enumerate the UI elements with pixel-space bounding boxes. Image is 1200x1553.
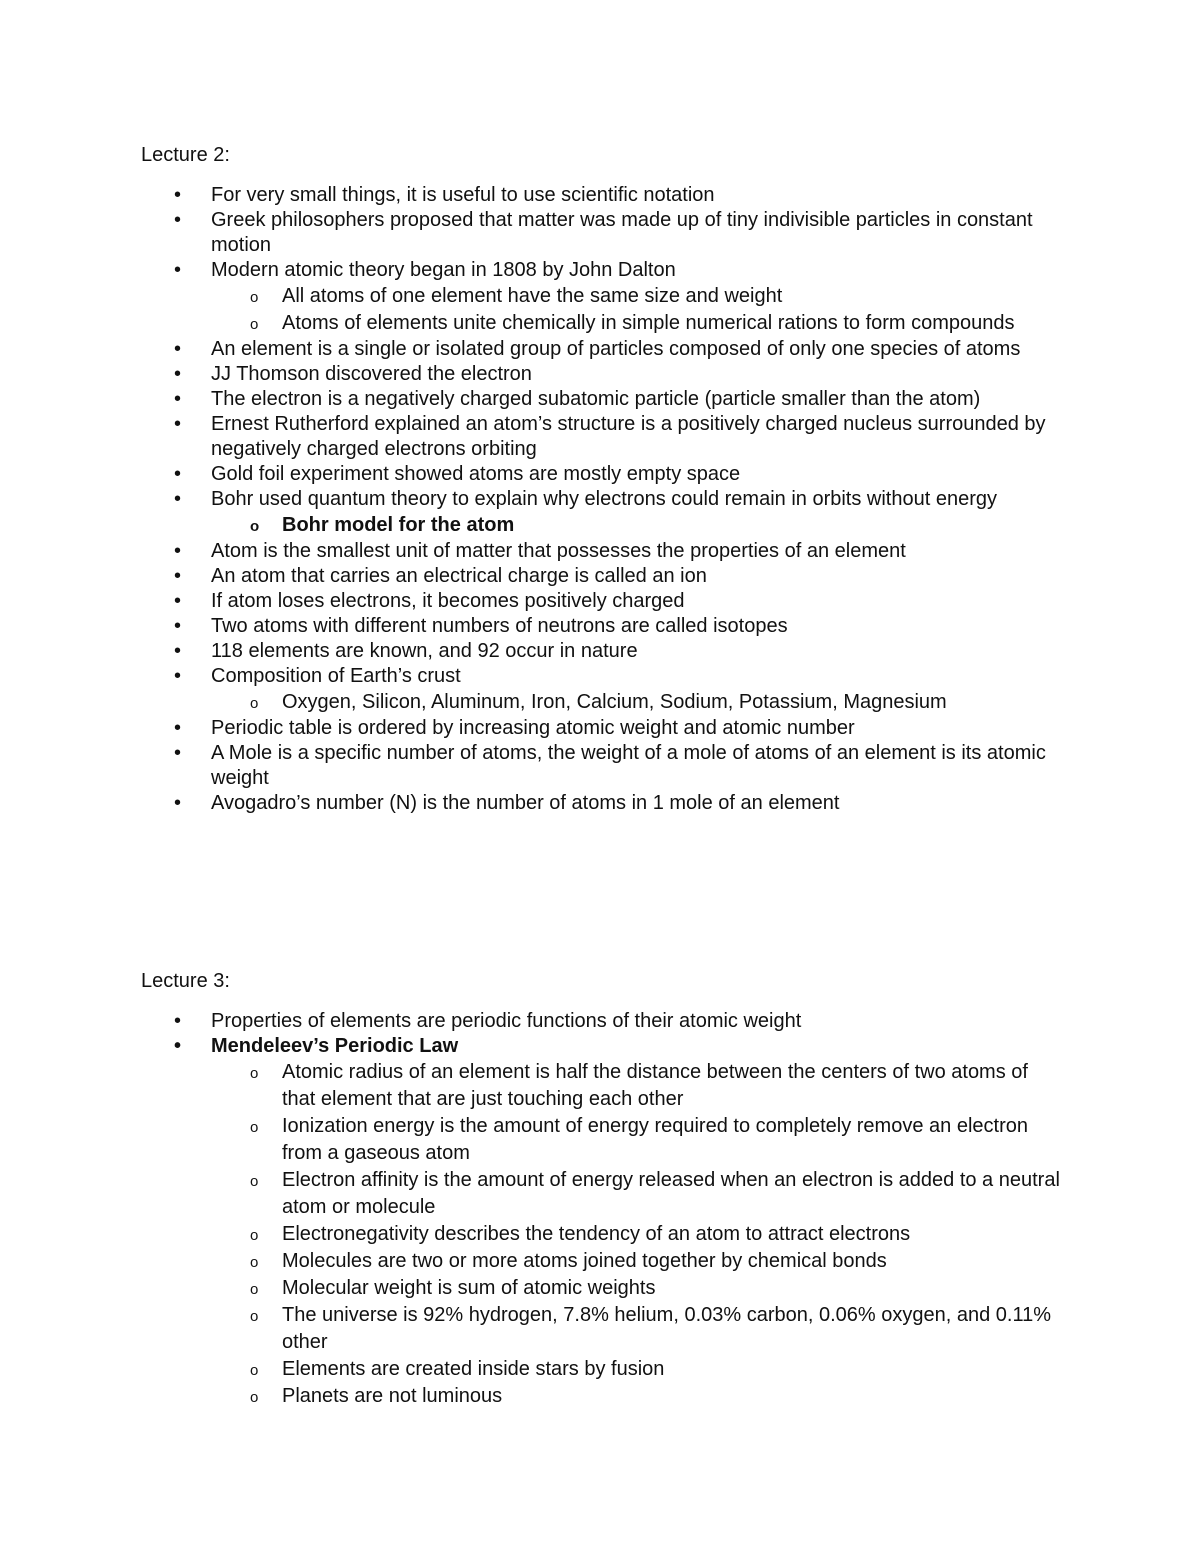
list-item-text: Molecules are two or more atoms joined together by chemical bonds — [282, 1250, 887, 1272]
circle-bullet-icon: o — [250, 289, 259, 306]
lecture-3-heading: Lecture 3: — [141, 970, 230, 992]
list-item — [0, 589, 1061, 614]
list-item-text: Elements are created inside stars by fusion — [282, 1358, 665, 1380]
circle-bullet-icon: o — [250, 1389, 259, 1406]
sub-list-item — [0, 1275, 1062, 1302]
list-item-text: Electron affinity is the amount of energy released when an electron is added to a neutral atom or molecule — [282, 1169, 1060, 1218]
bullet-icon: • — [174, 717, 182, 739]
list-item-text: Gold foil experiment showed atoms are mostly empty space — [211, 463, 741, 485]
bullet-icon: • — [174, 463, 182, 485]
list-item-text: Atomic radius of an element is half the distance between the centers of two atoms of that element that are just touching each other — [282, 1061, 1028, 1110]
sub-list-item — [0, 1221, 1062, 1248]
list-item-text: Ionization energy is the amount of energy required to completely remove an electron from a gaseous atom — [282, 1115, 1028, 1164]
circle-bullet-icon: o — [250, 316, 259, 333]
sub-list-item — [0, 1059, 1062, 1113]
sub-list-item — [0, 1113, 1062, 1167]
list-item — [0, 614, 1061, 639]
list-item — [0, 1009, 1061, 1034]
list-item-text: Molecular weight is sum of atomic weights — [282, 1277, 656, 1299]
list-item-text: Composition of Earth’s crust — [211, 665, 461, 687]
sub-list-item — [0, 1248, 1062, 1275]
sub-list-item — [0, 1167, 1062, 1221]
list-item — [0, 741, 1061, 791]
circle-bullet-icon: o — [250, 1227, 259, 1244]
list-item — [0, 337, 1061, 362]
list-item-text: Greek philosophers proposed that matter was made up of tiny indivisible particles in constant motion — [211, 209, 1033, 256]
list-item — [0, 791, 1061, 816]
lecture-2-heading: Lecture 2: — [141, 144, 230, 166]
list-item — [0, 462, 1061, 487]
bullet-icon: • — [174, 184, 182, 206]
list-item — [0, 487, 1061, 512]
list-item-text: If atom loses electrons, it becomes positively charged — [211, 590, 685, 612]
bullet-icon: • — [174, 338, 182, 360]
list-item — [0, 387, 1061, 412]
sub-list-item — [0, 512, 1062, 539]
list-item — [0, 539, 1061, 564]
list-item-text: Modern atomic theory began in 1808 by John Dalton — [211, 259, 676, 281]
list-item — [0, 412, 1061, 462]
bullet-icon: • — [174, 1035, 182, 1057]
bullet-icon: • — [174, 792, 182, 814]
bullet-icon: • — [174, 565, 182, 587]
circle-bullet-icon: o — [250, 518, 260, 535]
list-item — [0, 208, 1061, 258]
list-item-text: The electron is a negatively charged subatomic particle (particle smaller than the atom) — [211, 388, 981, 410]
list-item — [0, 564, 1061, 589]
bullet-icon: • — [174, 615, 182, 637]
list-item — [0, 664, 1061, 689]
circle-bullet-icon: o — [250, 1254, 259, 1271]
list-item-text: The universe is 92% hydrogen, 7.8% helium, 0.03% carbon, 0.06% oxygen, and 0.11% other — [282, 1304, 1051, 1353]
lecture-3-list — [0, 1009, 1200, 1410]
list-item — [0, 716, 1061, 741]
list-item-text: Atoms of elements unite chemically in simple numerical rations to form compounds — [282, 312, 1015, 334]
sub-list-item — [0, 1356, 1062, 1383]
list-item-text: Two atoms with different numbers of neutrons are called isotopes — [211, 615, 788, 637]
list-item-text: Bohr model for the atom — [282, 514, 515, 536]
list-item-text: Mendeleev’s Periodic Law — [211, 1035, 459, 1057]
bullet-icon: • — [174, 259, 182, 281]
bullet-icon: • — [174, 363, 182, 385]
list-item-text: Electronegativity describes the tendency of an atom to attract electrons — [282, 1223, 911, 1245]
bullet-icon: • — [174, 488, 182, 510]
bullet-icon: • — [174, 640, 182, 662]
sub-list-item — [0, 1302, 1062, 1356]
list-item-text: Atom is the smallest unit of matter that possesses the properties of an element — [211, 540, 906, 562]
bullet-icon: • — [174, 590, 182, 612]
list-item — [0, 362, 1061, 387]
bullet-icon: • — [174, 540, 182, 562]
list-item — [0, 1034, 1061, 1059]
sub-list-item — [0, 689, 1062, 716]
list-item-text: Bohr used quantum theory to explain why electrons could remain in orbits without energy — [211, 488, 997, 510]
circle-bullet-icon: o — [250, 1281, 259, 1298]
circle-bullet-icon: o — [250, 1065, 259, 1082]
lecture-2-list — [0, 183, 1200, 816]
bullet-icon: • — [174, 1010, 182, 1032]
bullet-icon: • — [174, 665, 182, 687]
list-item-text: A Mole is a specific number of atoms, the weight of a mole of atoms of an element is its atomic weight — [211, 742, 1046, 789]
list-item — [0, 183, 1061, 208]
circle-bullet-icon: o — [250, 695, 259, 712]
list-item-text: Planets are not luminous — [282, 1385, 503, 1407]
list-item-text: JJ Thomson discovered the electron — [211, 363, 532, 385]
bullet-icon: • — [174, 413, 182, 435]
list-item-text: For very small things, it is useful to use scientific notation — [211, 184, 715, 206]
circle-bullet-icon: o — [250, 1173, 259, 1190]
list-item-text: Oxygen, Silicon, Aluminum, Iron, Calcium, Sodium, Potassium, Magnesium — [282, 691, 947, 713]
list-item-text: Properties of elements are periodic functions of their atomic weight — [211, 1010, 802, 1032]
sub-list-item — [0, 310, 1062, 337]
circle-bullet-icon: o — [250, 1308, 259, 1325]
list-item-text: Ernest Rutherford explained an atom’s structure is a positively charged nucleus surrounded by negatively charged electrons orbiting — [211, 413, 1046, 460]
sub-list-item — [0, 283, 1062, 310]
circle-bullet-icon: o — [250, 1119, 259, 1136]
bullet-icon: • — [174, 209, 182, 231]
list-item-text: Avogadro’s number (N) is the number of atoms in 1 mole of an element — [211, 792, 840, 814]
bullet-icon: • — [174, 742, 182, 764]
list-item-text: All atoms of one element have the same size and weight — [282, 285, 783, 307]
list-item — [0, 258, 1061, 283]
sub-list-item — [0, 1383, 1062, 1410]
list-item-text: 118 elements are known, and 92 occur in nature — [211, 640, 638, 662]
list-item-text: Periodic table is ordered by increasing atomic weight and atomic number — [211, 717, 855, 739]
bullet-icon: • — [174, 388, 182, 410]
list-item-text: An element is a single or isolated group of particles composed of only one species of atoms — [211, 338, 1021, 360]
list-item — [0, 639, 1061, 664]
list-item-text: An atom that carries an electrical charge is called an ion — [211, 565, 707, 587]
circle-bullet-icon: o — [250, 1362, 259, 1379]
